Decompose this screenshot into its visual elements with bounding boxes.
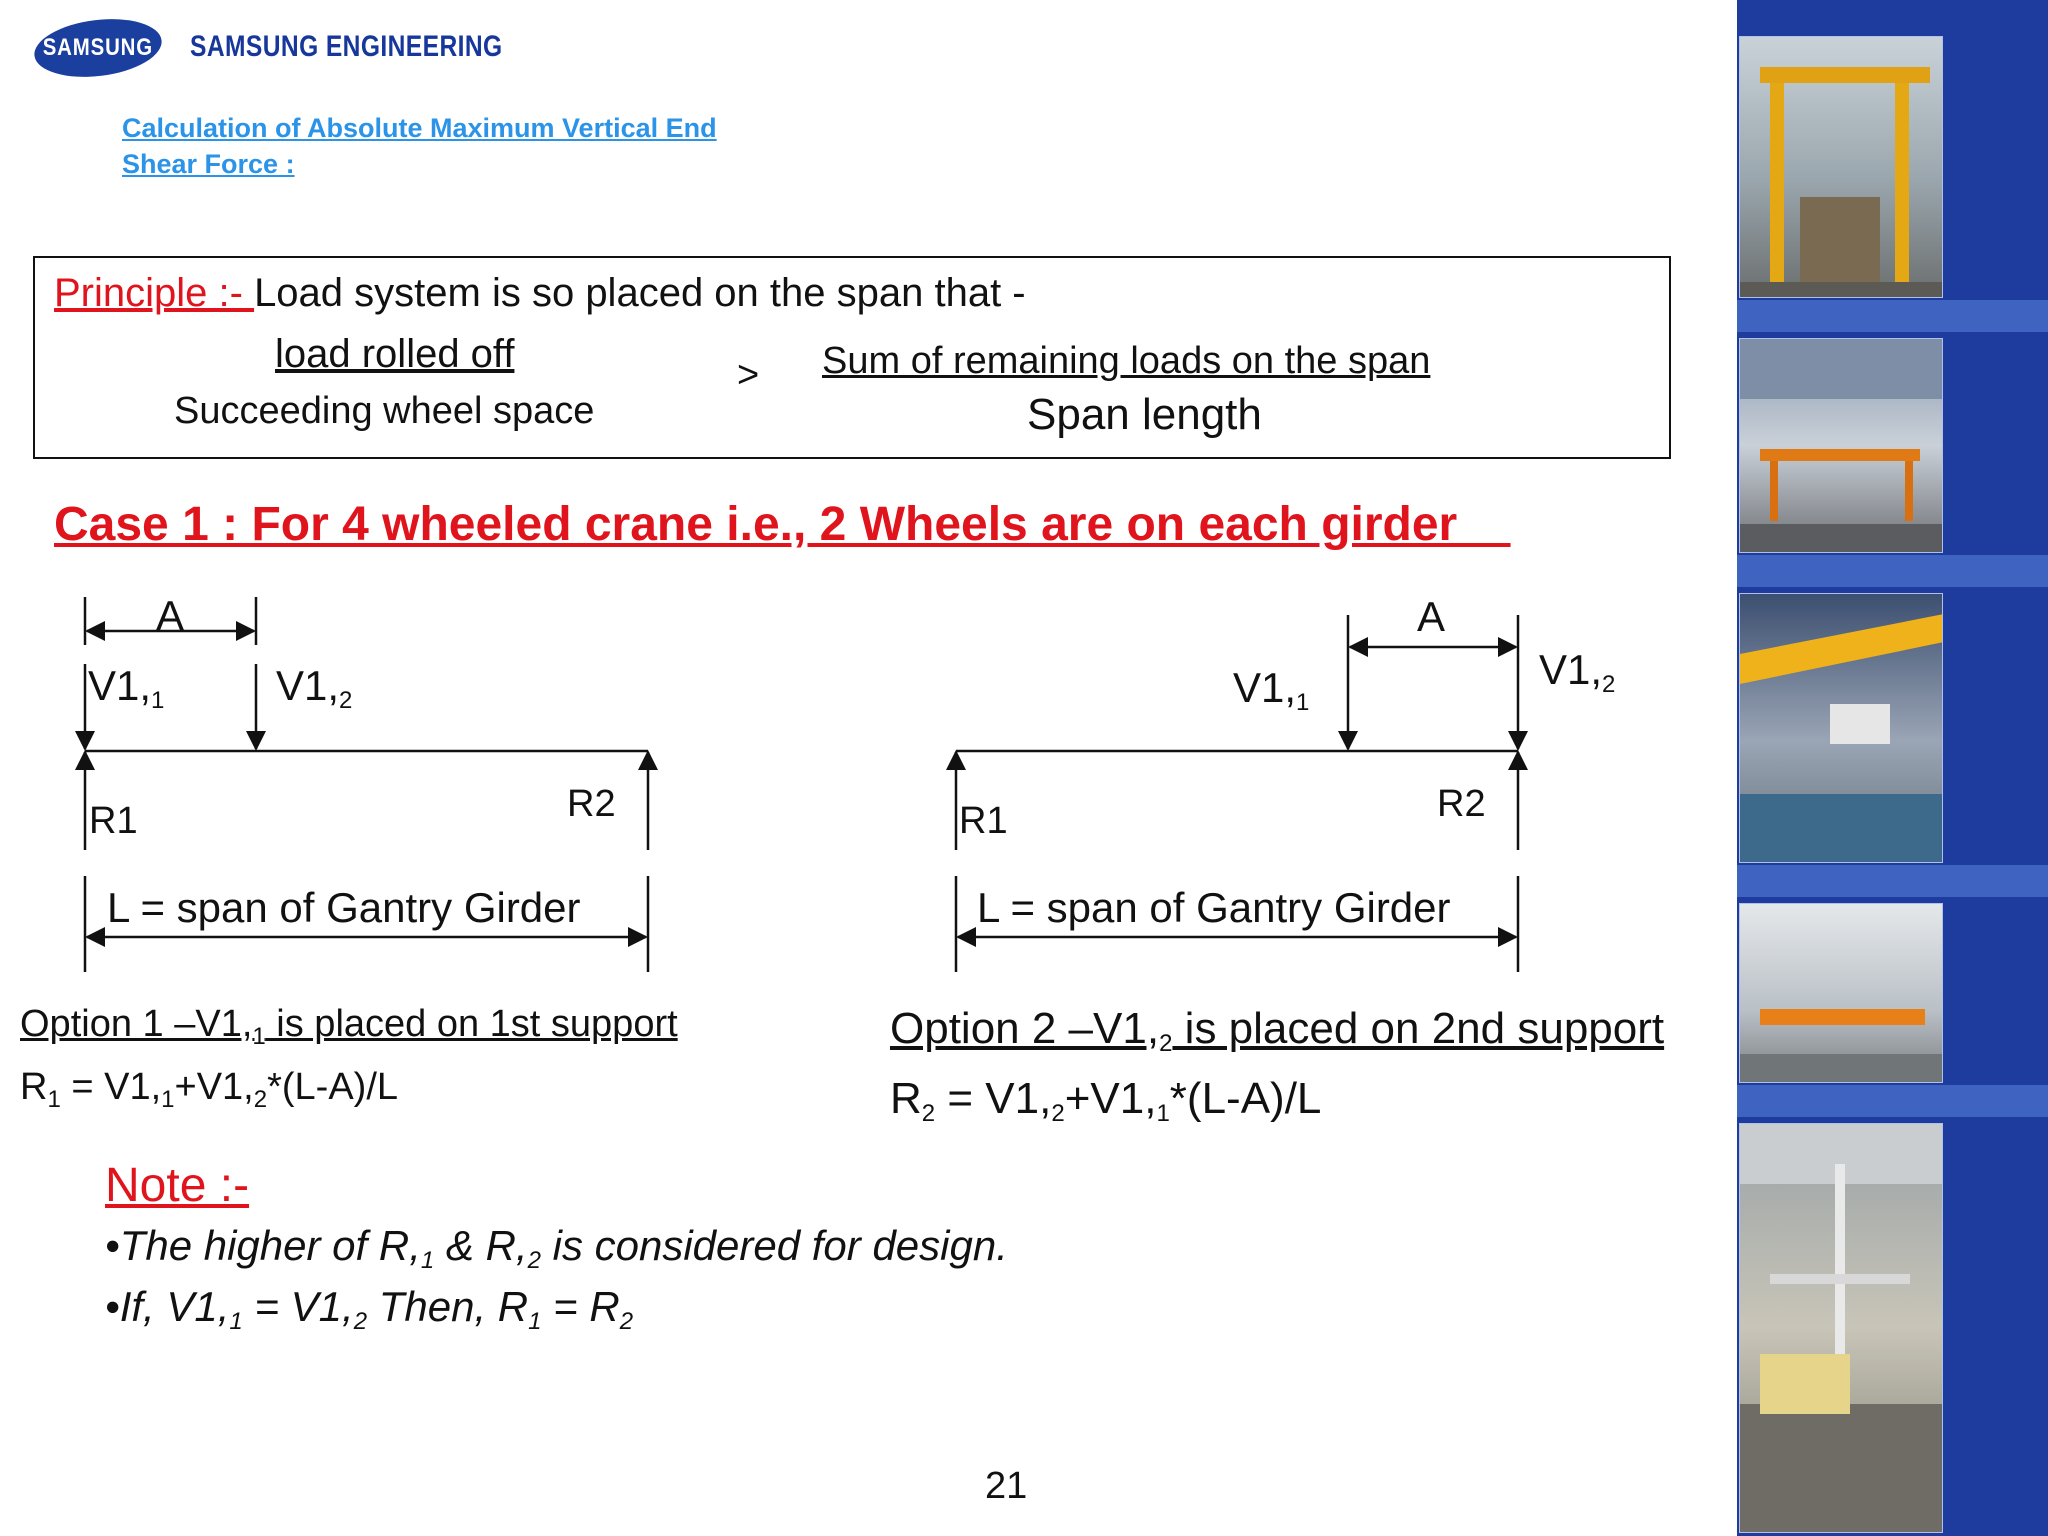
left-load-1-label: $V1,_1$ [88, 662, 165, 714]
right-dim-a-label: A [1417, 593, 1446, 640]
left-r2-label: R2 [567, 783, 616, 825]
case-1-heading: Case 1 : For 4 wheeled crane i.e., 2 Wheels are on each girder [54, 498, 1511, 551]
right-load-1-label: $V1,_1$ [1233, 664, 1310, 716]
principle-label: Principle :- [54, 271, 255, 315]
right-span-label: L = span of Gantry Girder [977, 884, 1451, 931]
page-number: 21 [985, 1465, 1028, 1507]
photo-sidebar [1737, 0, 2048, 1536]
right-denominator: Span length [1027, 390, 1262, 439]
sidebar-band [1737, 555, 2048, 587]
left-r1-label: R1 [89, 800, 138, 842]
sidebar-band [1737, 300, 2048, 332]
left-load-2-label: $V1,_2$ [276, 662, 353, 714]
sidebar-band [1737, 1085, 2048, 1117]
right-load-2-label: $V1,_2$ [1539, 646, 1616, 698]
orange-crane-hall-photo [1739, 903, 1943, 1083]
left-dim-a-label: A [156, 592, 185, 639]
option-2-text: Option 2 $-V1,_2$ is placed on 2nd support [890, 1004, 1665, 1057]
right-r1-label: R1 [959, 800, 1008, 842]
note-label: Note :- [105, 1159, 250, 1212]
crane-interior-photo [1739, 1123, 1943, 1533]
note-line-2: •If, $V1,_1 = V1,_2$ Then, $R_1 = R_2$ [105, 1283, 634, 1335]
left-numerator: load rolled off [275, 332, 515, 376]
option-1-formula: $R_1 = V1,_1+V1,_2*(L-A)/L$ [20, 1066, 399, 1113]
note-line-1: •The higher of $R,_1$ & $R,_2$ is considered for design. [105, 1222, 1008, 1274]
right-numerator: Sum of remaining loads on the span [822, 340, 1431, 382]
yellow-bridge-crane-photo [1739, 593, 1943, 863]
company-name: SAMSUNG ENGINEERING [190, 30, 503, 63]
comparison-operator: > [737, 354, 760, 396]
gantry-crane-yellow-photo [1739, 36, 1943, 298]
logo-oval-text: SAMSUNG [42, 33, 154, 61]
title-line-2: Shear Force : [122, 149, 295, 179]
overhead-crane-hall-photo [1739, 338, 1943, 553]
right-r2-label: R2 [1437, 783, 1486, 825]
left-span-label: L = span of Gantry Girder [107, 884, 581, 931]
left-denominator: Succeeding wheel space [174, 390, 595, 432]
title-line-1: Calculation of Absolute Maximum Vertical End [122, 113, 717, 143]
sidebar-band [1737, 865, 2048, 897]
principle-statement: Load system is so placed on the span that - [254, 271, 1026, 315]
option-1-text: Option 1 $-V1,_1$ is placed on 1st support [20, 1003, 678, 1050]
option-2-formula: $R_2 = V1,_2+V1,_1*(L-A)/L$ [890, 1074, 1322, 1127]
